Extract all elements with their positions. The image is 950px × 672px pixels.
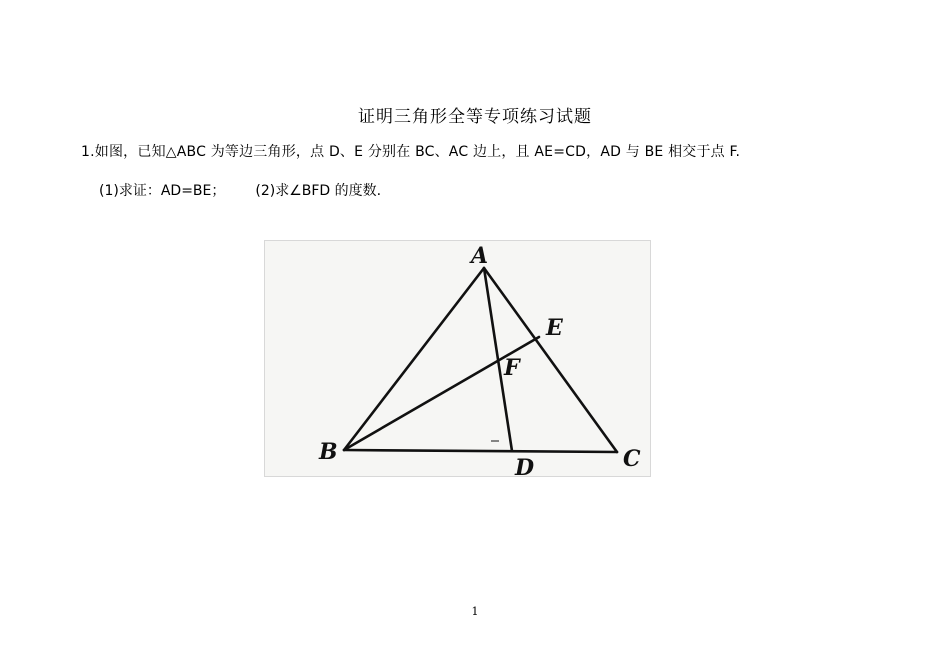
geometry-figure [264,240,651,477]
question-stem [81,141,740,161]
page-number: 1 [471,605,479,618]
label-F: F [504,355,520,381]
label-D: D [515,455,535,478]
sub-questions [99,180,381,200]
label-A: A [471,243,489,269]
triangle-diagram [265,241,651,477]
sub-question-2: (2)求∠BFD 的度数. [255,183,382,199]
document-title: 证明三角形全等专项练习试题 [358,107,592,127]
label-B: B [319,439,338,465]
sub-question-1: (1)求证：AD=BE； [99,183,226,199]
side-BC [344,450,617,452]
label-E: E [546,315,563,341]
side-AB [344,268,484,450]
question-text: 如图，已知△ABC 为等边三角形，点 D、E 分别在 BC、AC 边上，且 AE=CD，AD 与 BE 相交于点 F. [94,144,741,160]
question-number: 1. [81,144,95,160]
label-C: C [623,446,641,472]
